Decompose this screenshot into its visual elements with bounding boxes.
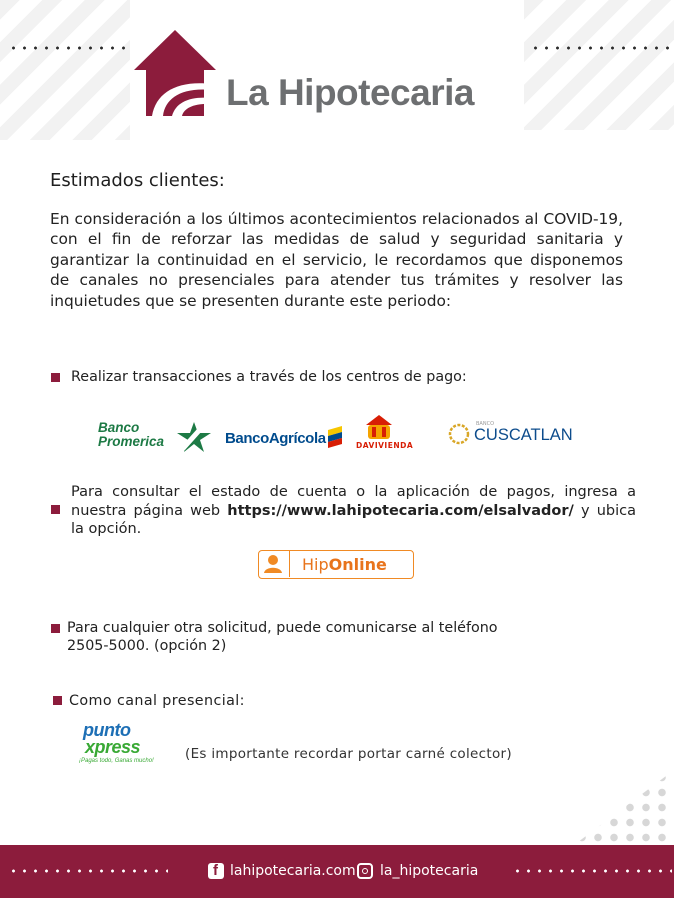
payments-item: Realizar transacciones a través de los centros de pago:	[71, 369, 467, 385]
davivienda-house-icon	[354, 413, 404, 443]
promerica-star-icon	[176, 422, 212, 452]
bullet-marker	[51, 624, 60, 633]
hiponline-suffix: Online	[328, 555, 387, 574]
footer-bar	[0, 845, 674, 898]
bullet-marker	[51, 505, 60, 514]
bank-logos	[98, 418, 578, 458]
promerica-line1: Banco	[98, 420, 140, 435]
website-text-after: y ubica la opción.	[71, 502, 636, 537]
hiponline-icon-box	[259, 551, 290, 577]
hiponline-prefix: Hip	[302, 555, 329, 574]
decorative-dot-grid	[574, 770, 674, 845]
decorative-stripes-left	[0, 0, 130, 140]
banco-promerica-logo	[98, 421, 164, 449]
cuscatlan-ring-icon	[447, 422, 471, 446]
website-item	[71, 483, 636, 539]
bullet-marker	[51, 373, 60, 382]
website-text-before: Para consultar el estado de cuenta o la aplicación de pagos, ingresa a nuestra página web	[71, 484, 636, 519]
punto-express-tagline: ¡Pagas todo, Ganas mucho!	[79, 758, 154, 764]
cuscatlan-small-label: BANCO	[476, 421, 495, 427]
footer-dots-left	[8, 869, 168, 873]
house-logo-icon	[134, 30, 224, 118]
phone-item: Para cualquier otra solicitud, puede comunicarse al teléfono 2505-5000. (opción 2)	[67, 620, 498, 654]
banco-agricola-logo: BancoAgrícola	[225, 430, 326, 447]
presencial-item: Como canal presencial:	[69, 693, 245, 709]
promerica-line2: Promerica	[98, 434, 165, 449]
brand-name: La Hipotecaria	[226, 72, 474, 113]
footer-website[interactable]: lahipotecaria.com	[230, 863, 356, 879]
carne-note: (Es importante recordar portar carné colector)	[185, 746, 512, 762]
footer-dots-right	[512, 869, 672, 873]
punto-express-line1: punto	[83, 720, 131, 740]
punto-express-logo	[79, 720, 171, 770]
punto-express-line2: xpress	[85, 737, 141, 757]
decorative-dots-left	[8, 46, 132, 50]
user-icon	[259, 551, 287, 577]
cuscatlan-logo: CUSCATLAN	[474, 426, 573, 444]
greeting: Estimados clientes:	[50, 170, 225, 191]
decorative-stripes-right	[524, 0, 674, 130]
hiponline-button[interactable]	[258, 550, 414, 579]
hiponline-label	[302, 555, 387, 574]
footer-instagram[interactable]: la_hipotecaria	[380, 863, 479, 879]
facebook-icon[interactable]: f	[208, 863, 224, 879]
intro-paragraph: En consideración a los últimos acontecimientos relacionados al COVID-19, con el fin de reforzar las medidas de salud y seguridad sanitaria y garantizar la continuidad en el servicio, le recordamos que disponemos de canales no presenciales para atender tus trámites y resolver las inquietudes que se presenten durante este periodo:	[50, 210, 623, 310]
instagram-icon[interactable]	[357, 863, 373, 879]
decorative-dots-right	[530, 46, 670, 50]
brand-logo	[134, 30, 534, 118]
website-link[interactable]: https://www.lahipotecaria.com/elsalvador/	[227, 502, 574, 519]
bullet-marker	[53, 696, 62, 705]
agricola-flag-icon	[326, 426, 344, 448]
davivienda-logo: DAVIVIENDA	[356, 441, 414, 450]
